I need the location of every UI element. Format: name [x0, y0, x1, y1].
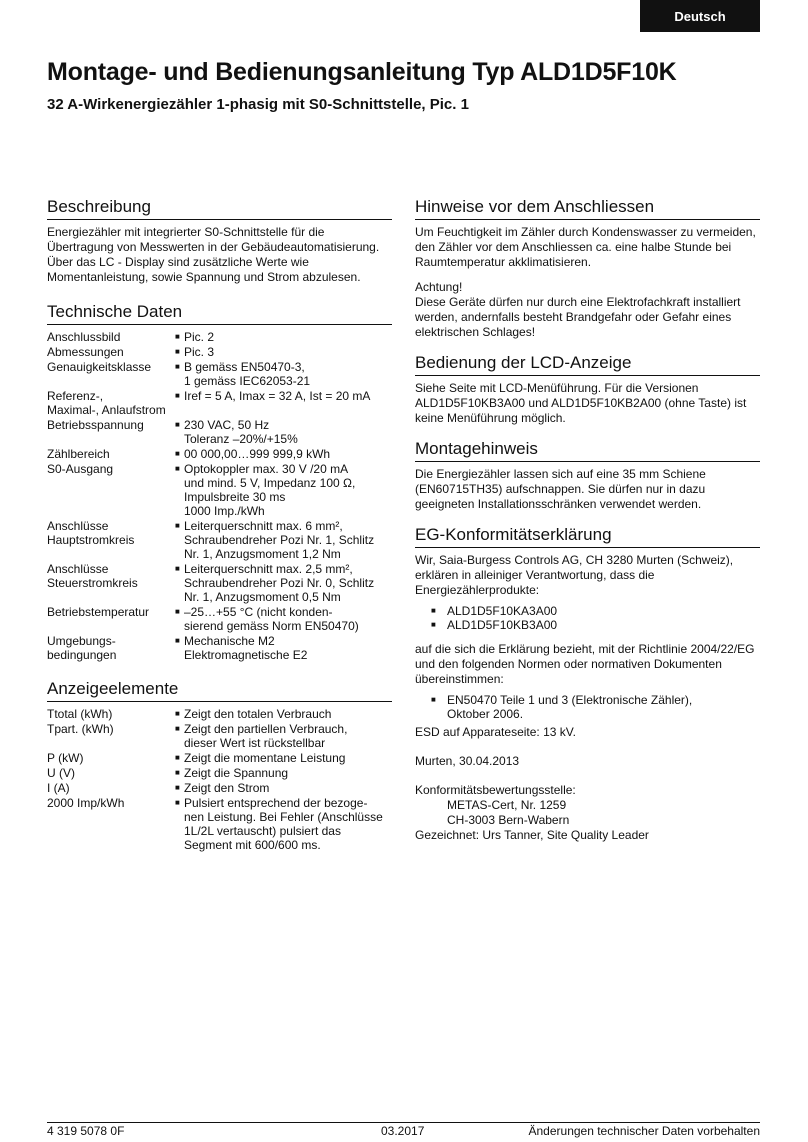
section-heading: Hinweise vor dem Anschliessen — [415, 196, 760, 220]
bullet-square-icon: ■ — [431, 695, 436, 704]
declaration-intro: Wir, Saia-Burgess Controls AG, CH 3280 Murten (Schweiz), erklären in alleiniger Verantwortung, dass die Energiezählerprodukte: — [415, 553, 734, 597]
spec-row — [47, 447, 392, 461]
doc-number: 4 319 5078 0F — [47, 1124, 125, 1138]
spec-value: Mechanische M2 Elektromagnetische E2 — [184, 634, 308, 662]
spec-label: 2000 Imp/kWh — [47, 796, 125, 810]
spec-row — [47, 707, 392, 721]
spec-value: Pic. 3 — [184, 345, 215, 359]
product-list — [431, 604, 760, 632]
right-column — [415, 196, 760, 855]
warning-text: Diese Geräte dürfen nur durch eine Elektrofachkraft installiert werden, andernfalls besteht Brandgefahr oder Gefahr eines elektrischen Schlages! — [415, 295, 741, 339]
spec-value: Zeigt den partiellen Verbrauch, dieser Wert ist rückstellbar — [184, 722, 348, 750]
section-heading: Technische Daten — [47, 301, 392, 325]
spec-label: Tpart. (kWh) — [47, 722, 114, 736]
spec-label: Anschlussbild — [47, 330, 121, 344]
language-tab[interactable]: Deutsch — [640, 0, 760, 32]
spec-row — [47, 781, 392, 795]
spec-label: P (kW) — [47, 751, 84, 765]
body-label: Konformitätsbewertungsstelle: — [415, 783, 576, 797]
bullet-square-icon: ■ — [175, 709, 180, 718]
spec-value: 00 000,00…999 999,9 kWh — [184, 447, 331, 461]
section-heading: Beschreibung — [47, 196, 392, 220]
spec-row — [47, 766, 392, 780]
bullet-square-icon: ■ — [175, 783, 180, 792]
section-konformitaet — [415, 524, 760, 843]
spec-value: Pic. 2 — [184, 330, 215, 344]
section-beschreibung — [47, 196, 392, 285]
page-title: Montage- und Bedienungsanleitung Typ ALD1D5F10K — [47, 58, 677, 86]
spec-label: Betriebsspannung — [47, 418, 144, 432]
bullet-square-icon: ■ — [175, 521, 180, 530]
spec-label: Betriebstemperatur — [47, 605, 150, 619]
spec-value: Leiterquerschnitt max. 2,5 mm², Schraubendreher Pozi Nr. 0, Schlitz Nr. 1, Anzugsmoment 0,5 Nm — [184, 562, 375, 604]
section-heading: Montagehinweis — [415, 438, 760, 462]
spec-row — [47, 722, 392, 750]
bullet-square-icon: ■ — [175, 564, 180, 573]
spec-row — [47, 389, 392, 417]
list-item: ■ ALD1D5F10KB3A00 — [431, 618, 558, 632]
section-heading: EG-Konformitätserklärung — [415, 524, 760, 548]
spec-label: I (A) — [47, 781, 70, 795]
warning-title: Achtung! — [415, 280, 463, 294]
body-address: CH-3003 Bern-Wabern — [447, 813, 570, 827]
section-heading: Bedienung der LCD-Anzeige — [415, 352, 760, 376]
spec-label: Umgebungs- bedingungen — [47, 634, 117, 662]
spec-label: Anschlüsse Hauptstromkreis — [47, 519, 135, 547]
spec-value: Zeigt die momentane Leistung — [184, 751, 346, 765]
spec-row — [47, 345, 392, 359]
bullet-square-icon: ■ — [175, 362, 180, 371]
bullet-square-icon: ■ — [431, 606, 436, 615]
esd-note: ESD auf Apparateseite: 13 kV. — [415, 725, 576, 739]
signed-by: Gezeichnet: Urs Tanner, Site Quality Leader — [415, 828, 649, 842]
spec-value: Iref = 5 A, Imax = 32 A, Ist = 20 mA — [184, 389, 371, 403]
section-text: Siehe Seite mit LCD-Menüführung. Für die Versionen ALD1D5F10KB3A00 und ALD1D5F10KB2A00 (ohne Taste) ist keine Menüführung möglich. — [415, 381, 747, 425]
bullet-square-icon: ■ — [175, 636, 180, 645]
spec-value: –25…+55 °C (nicht konden- sierend gemäss Norm EN50470) — [184, 605, 359, 633]
section-technische-daten — [47, 301, 392, 662]
bullet-square-icon: ■ — [175, 464, 180, 473]
bullet-square-icon: ■ — [175, 753, 180, 762]
bullet-square-icon: ■ — [175, 798, 180, 807]
section-text: Die Energiezähler lassen sich auf eine 35 mm Schiene (EN60715TH35) aufschnappen. Sie dürfen nur in dazu geeigneten Installationsschränken verwendet werden. — [415, 467, 706, 511]
page-footer — [47, 1122, 760, 1137]
left-column — [47, 196, 392, 868]
bullet-square-icon: ■ — [175, 391, 180, 400]
spec-label: Ttotal (kWh) — [47, 707, 113, 721]
section-montagehinweis — [415, 438, 760, 512]
bullet-square-icon: ■ — [175, 724, 180, 733]
spec-label: Anschlüsse Steuerstromkreis — [47, 562, 138, 590]
spec-value: Zeigt den Strom — [184, 781, 270, 795]
section-hinweise — [415, 196, 760, 340]
page-subtitle: 32 A-Wirkenergiezähler 1-phasig mit S0-Schnittstelle, Pic. 1 — [47, 96, 469, 113]
body-name: METAS-Cert, Nr. 1259 — [447, 798, 567, 812]
spec-label: Abmessungen — [47, 345, 124, 359]
section-bedienung — [415, 352, 760, 426]
spec-value: Zeigt den totalen Verbrauch — [184, 707, 332, 721]
bullet-square-icon: ■ — [175, 332, 180, 341]
spec-row — [47, 562, 392, 604]
spec-label: U (V) — [47, 766, 75, 780]
spec-label: Zählbereich — [47, 447, 110, 461]
spec-value: B gemäss EN50470-3, 1 gemäss IEC62053-21 — [184, 360, 311, 388]
norm-list — [431, 693, 760, 721]
spec-row — [47, 605, 392, 633]
spec-row — [47, 330, 392, 344]
section-heading: Anzeigeelemente — [47, 678, 392, 702]
spec-value: Leiterquerschnitt max. 6 mm², Schraubendreher Pozi Nr. 1, Schlitz Nr. 1, Anzugsmoment 1,2 Nm — [184, 519, 375, 561]
bullet-square-icon: ■ — [175, 449, 180, 458]
list-item: ■ ALD1D5F10KA3A00 — [431, 604, 558, 618]
spec-row — [47, 519, 392, 561]
section-text: Energiezähler mit integrierter S0-Schnittstelle für die Übertragung von Messwerten in der Gebäudeautomatisierung. Über das LC - Display sind zusätzliche Werte wie Momentanleistung, sowie Spannung und Strom abzulesen. — [47, 225, 380, 284]
declaration-statement: auf die sich die Erklärung bezieht, mit der Richtlinie 2004/22/EG und den folgenden Normen oder normativen Dokumenten übereinstimmen: — [415, 642, 755, 686]
section-text: Um Feuchtigkeit im Zähler durch Kondenswasser zu vermeiden, den Zähler vor dem Anschliessen ca. eine halbe Stunde bei Raumtemperatur akklimatisieren. — [415, 225, 756, 269]
spec-row — [47, 418, 392, 446]
bullet-square-icon: ■ — [175, 607, 180, 616]
spec-value: 230 VAC, 50 Hz Toleranz –20%/+15% — [184, 418, 298, 446]
bullet-square-icon: ■ — [431, 620, 436, 629]
footer-note: Änderungen technischer Daten vorbehalten — [528, 1124, 760, 1138]
spec-row — [47, 360, 392, 388]
spec-label: S0-Ausgang — [47, 462, 114, 476]
list-item: ■ EN50470 Teile 1 und 3 (Elektronische Zähler), Oktober 2006. — [431, 693, 693, 721]
spec-label: Genauigkeitsklasse — [47, 360, 152, 374]
bullet-square-icon: ■ — [175, 347, 180, 356]
place-date: Murten, 30.04.2013 — [415, 754, 520, 768]
spec-row — [47, 634, 392, 662]
spec-row — [47, 751, 392, 765]
spec-table — [47, 330, 392, 662]
bullet-square-icon: ■ — [175, 768, 180, 777]
spec-row — [47, 462, 392, 518]
section-anzeigeelemente — [47, 678, 392, 852]
spec-value: Optokoppler max. 30 V /20 mA und mind. 5 V, Impedanz 100 Ω, Impulsbreite 30 ms 1000 Imp./kWh — [184, 462, 356, 518]
spec-label: Referenz-, Maximal-, Anlaufstrom — [47, 389, 166, 417]
display-elements-table — [47, 707, 392, 852]
spec-value: Zeigt die Spannung — [184, 766, 289, 780]
doc-date: 03.2017 — [381, 1124, 425, 1138]
spec-value: Pulsiert entsprechend der bezoge- nen Leistung. Bei Fehler (Anschlüsse 1L/2L vertauscht) pulsiert das Segment mit 600/600 ms. — [184, 796, 383, 852]
bullet-square-icon: ■ — [175, 420, 180, 429]
spec-row — [47, 796, 392, 852]
